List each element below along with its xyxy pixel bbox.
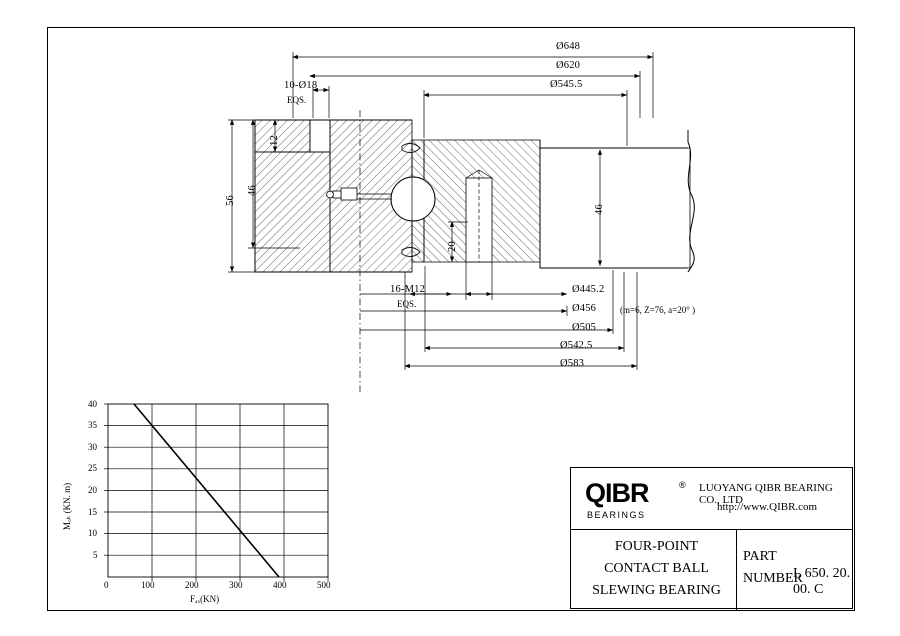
title-block-header <box>571 468 852 530</box>
qibr-logo: QIBR <box>585 478 649 508</box>
dim-46-inner: 46 <box>594 204 605 215</box>
company-website: http://www.QIBR.com <box>717 501 818 513</box>
gear-note: (m=6, Z=76, a=20° ) <box>620 305 696 315</box>
chart-ytick-30: 30 <box>88 442 97 452</box>
chart-xlabel: Fₐₓ(KN) <box>190 594 220 604</box>
dim-o5455: Ø545.5 <box>550 79 583 90</box>
dim-o648: Ø648 <box>556 41 581 52</box>
note-16-m12-eqs: EQS. <box>397 299 417 309</box>
chart-xtick-200: 200 <box>185 580 199 590</box>
chart-xtick-300: 300 <box>229 580 243 590</box>
chart-ylabel: Mₒₖ (KN. m) <box>62 482 72 530</box>
chart-xtick-100: 100 <box>141 580 155 590</box>
chart-xtick-400: 400 <box>273 580 287 590</box>
dim-12: 12 <box>269 135 280 146</box>
chart-ytick-5: 5 <box>93 550 98 560</box>
part-number-value: I. 650. 20. 00. C <box>793 566 851 597</box>
title-block-body <box>571 530 852 610</box>
chart-xtick-500: 500 <box>317 580 331 590</box>
chart-ytick-40: 40 <box>88 399 97 409</box>
part-number-label-line2: NUMBER <box>743 571 803 586</box>
ball <box>391 177 435 221</box>
dim-o505: Ø505 <box>572 322 597 333</box>
dim-46-left: 46 <box>247 185 258 196</box>
product-name-line3: SLEWING BEARING <box>592 583 721 598</box>
registered-mark-icon: ® <box>679 480 686 490</box>
chart-ytick-35: 35 <box>88 420 97 430</box>
note-16-m12: 16-M12 <box>390 284 426 295</box>
bottom-dimension-lines <box>360 262 637 370</box>
note-10-o18: 10-Ø18 <box>284 80 318 91</box>
chart-ytick-20: 20 <box>88 485 97 495</box>
dim-o5425: Ø542.5 <box>560 340 593 351</box>
note-10-o18-eqs: EQS. <box>287 95 307 105</box>
dim-o456: Ø456 <box>572 303 597 314</box>
chart-ytick-15: 15 <box>88 507 97 517</box>
load-capacity-chart <box>104 404 328 581</box>
brand-subtitle: BEARINGS <box>587 510 646 520</box>
product-name <box>579 536 734 602</box>
dim-56: 56 <box>225 195 236 206</box>
chart-xtick-0: 0 <box>104 580 109 590</box>
product-name-line1: FOUR-POINT <box>614 539 699 554</box>
dim-20: 20 <box>447 241 458 252</box>
title-block <box>570 467 853 609</box>
dim-o620: Ø620 <box>556 60 581 71</box>
dim-o583: Ø583 <box>560 358 585 369</box>
title-block-divider <box>736 530 737 610</box>
part-number-label-line1: PART <box>743 549 777 564</box>
product-name-line2: CONTACT BALL <box>604 561 709 576</box>
chart-ytick-25: 25 <box>88 463 97 473</box>
company-name: LUOYANG QIBR BEARING CO., LTD <box>699 482 833 506</box>
chart-ytick-10: 10 <box>88 528 97 538</box>
dim-o4452: Ø445.2 <box>572 284 605 295</box>
